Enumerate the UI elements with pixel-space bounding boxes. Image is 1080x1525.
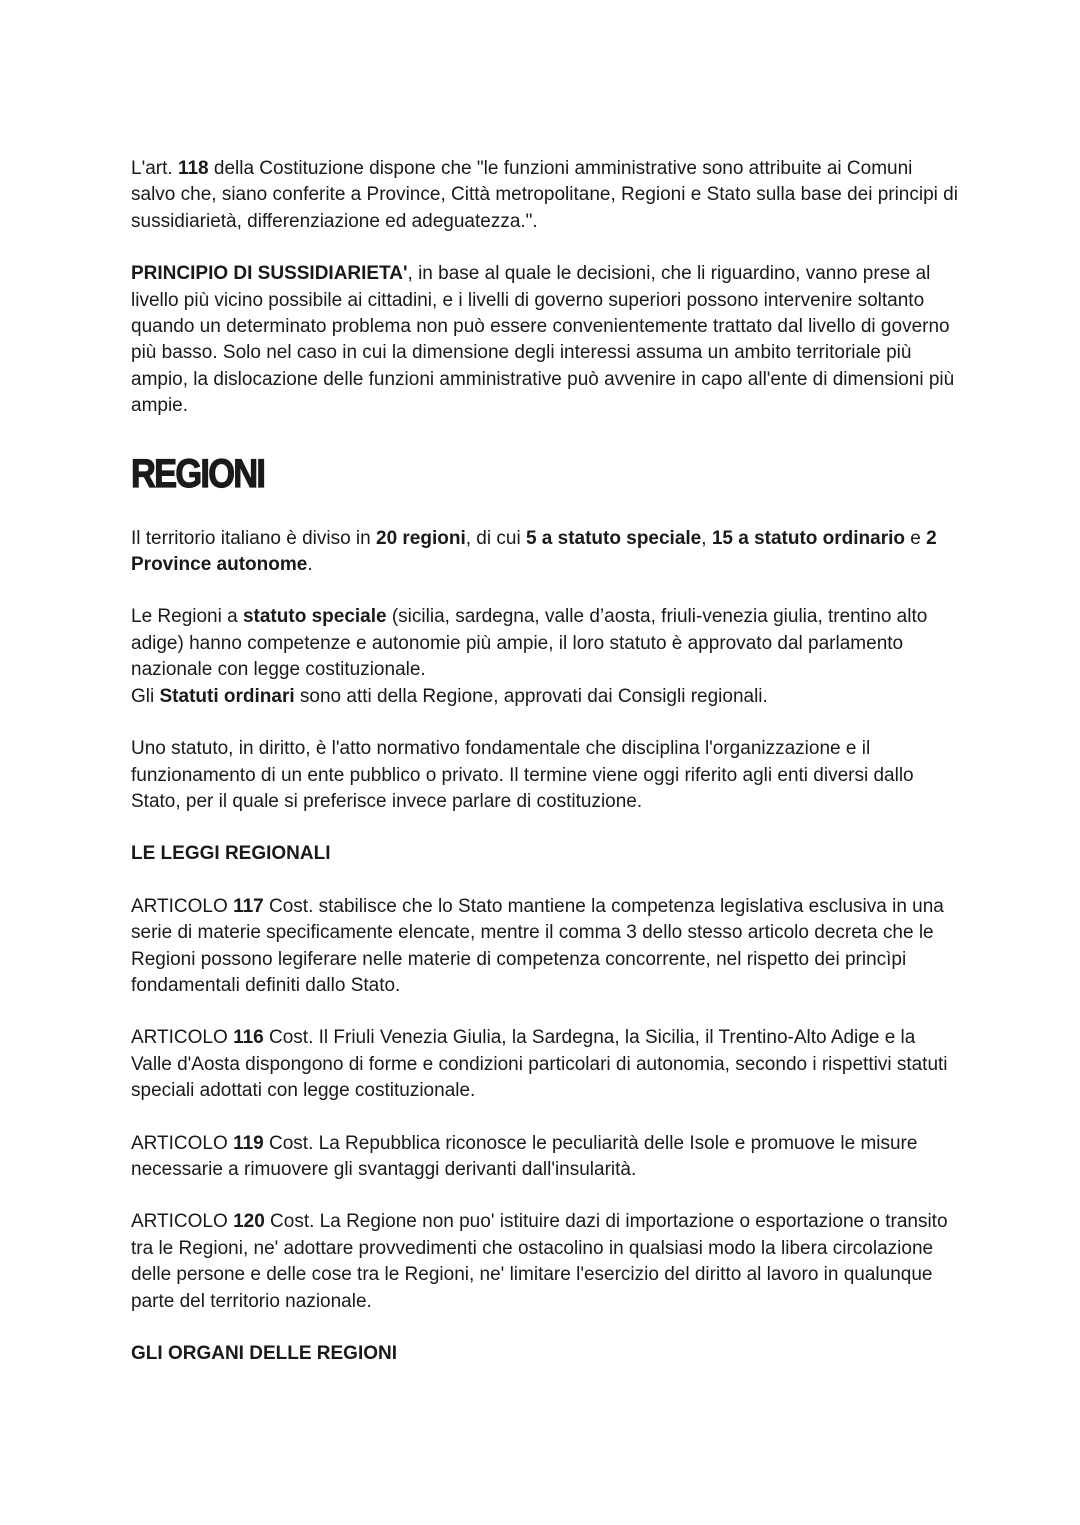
paragraph-sussidiarieta xyxy=(131,261,961,419)
bold-article-number: 117 xyxy=(233,895,264,917)
text-span: Cost. La Repubblica riconosce le peculiarità delle Isole e promuove le misure necessarie a rimuovere gli svantaggi derivanti dall'insularità. xyxy=(131,1132,918,1180)
text-span: . xyxy=(307,554,313,576)
paragraph-articolo-117 xyxy=(131,894,961,1000)
text-span: ARTICOLO xyxy=(131,1027,234,1049)
paragraph-statuto-definizione: Uno statuto, in diritto, è l'atto normativo fondamentale che disciplina l'organizzazione e il funzionamento di un ente pubblico o privato. Il termine viene oggi riferito agli enti diversi dallo Stato, per il quale si preferisce invece parlare di costituzione. xyxy=(131,738,914,812)
bold-term: Statuti ordinari xyxy=(159,685,295,707)
paragraph-articolo-116 xyxy=(131,1025,961,1104)
bold-term: 20 regioni xyxy=(376,527,466,549)
heading-organi-regioni: GLI ORGANI DELLE REGIONI xyxy=(131,1343,398,1364)
paragraph-articolo-120 xyxy=(131,1209,961,1315)
text-span: , in base al quale le decisioni, che li riguardino, vanno prese al livello più vicino possibile ai cittadini, e i livelli di governo superiori possono intervenire soltanto quando un determinato problema non può essere convenientemente trattato dal livello di governo più basso. Solo nel caso in cui la dimensione degli interessi assuma un ambito territoriale più ampio, la dislocazione delle funzioni amministrative può avvenire in capo all'ente di dimensioni più ampie. xyxy=(131,263,955,417)
bold-article-number: 118 xyxy=(177,158,209,179)
text-span: della Costituzione dispone che "le funzioni amministrative sono attribuite ai Comuni salvo che, siano conferite a Province, Città metropolitane, Regioni e Stato sulla base dei principi di sussidiarietà, differenziazione ed adeguatezza.". xyxy=(131,158,958,232)
bold-term: 2 Province autonome xyxy=(131,527,937,576)
bold-term: 5 a statuto speciale xyxy=(525,527,702,549)
bold-term: PRINCIPIO DI SUSSIDIARIETA' xyxy=(131,263,408,285)
text-span: Cost. Il Friuli Venezia Giulia, la Sardegna, la Sicilia, il Trentino-Alto Adige e la Valle d'Aosta dispongono di forme e condizioni particolari di autonomia, secondo i rispettivi statuti speciali adottati con legge costituzionale. xyxy=(131,1027,948,1102)
bold-article-number: 120 xyxy=(233,1211,265,1233)
text-span: L'art. xyxy=(131,158,178,179)
text-span: (sicilia, sardegna, valle d’aosta, friuli-venezia giulia, trentino alto adige) hanno competenze e autonomie più ampie, il loro statuto è approvato dal parlamento nazionale con legge costituzionale. xyxy=(131,606,928,681)
text-span: Gli xyxy=(131,685,160,707)
text-span: Le Regioni a xyxy=(131,606,243,628)
text-span: , xyxy=(701,527,712,549)
paragraph-statuti-ordinari xyxy=(131,684,961,710)
heading-leggi-regionali: LE LEGGI REGIONALI xyxy=(131,843,331,865)
paragraph-articolo-119 xyxy=(131,1131,961,1184)
text-span: ARTICOLO xyxy=(131,895,234,917)
paragraph-art118 xyxy=(131,156,961,235)
bold-article-number: 119 xyxy=(233,1132,264,1154)
text-span: , di cui xyxy=(465,527,526,549)
bold-term: 15 a statuto ordinario xyxy=(711,527,906,549)
text-span: Cost. La Regione non puo' istituire dazi di importazione o esportazione o transito tra le Regioni, ne' adottare provvedimenti che ostacolino in qualsiasi modo la libera circolazione delle persone e delle cose tra le Regioni, ne' limitare l'esercizio del diritto al lavoro in qualunque parte del territorio nazionale. xyxy=(131,1211,948,1312)
bold-article-number: 116 xyxy=(233,1027,264,1049)
text-span: Il territorio italiano è diviso in xyxy=(131,527,376,549)
paragraph-territorio xyxy=(131,526,961,579)
text-span: sono atti della Regione, approvati dai Consigli regionali. xyxy=(294,685,768,707)
section-title: REGIONI xyxy=(131,451,265,496)
text-span: Cost. stabilisce che lo Stato mantiene la competenza legislativa esclusiva in una serie di materie specificamente elencate, mentre il comma 3 dello stesso articolo decreta che le Regioni possono legiferare nelle materie di competenza concorrente, nel rispetto dei princìpi fondamentali definiti dallo Stato. xyxy=(131,895,944,996)
bold-term: statuto speciale xyxy=(242,606,387,628)
text-span: ARTICOLO xyxy=(131,1211,234,1233)
document-page xyxy=(131,156,961,1367)
text-span: ARTICOLO xyxy=(131,1132,234,1154)
text-span: e xyxy=(905,527,927,549)
paragraph-statuto-speciale xyxy=(131,604,961,683)
